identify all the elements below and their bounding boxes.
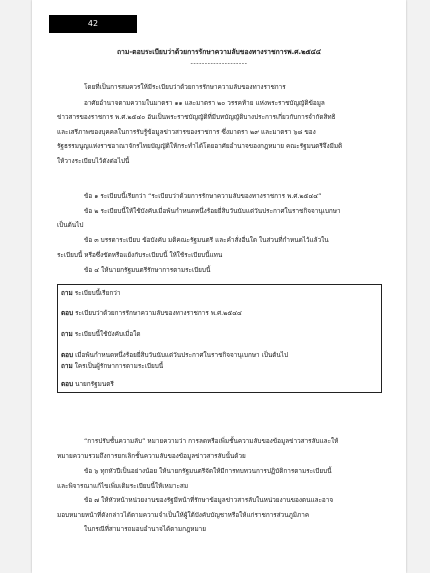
- clause-line: ข้อ ๑ ระเบียบนี้เรียกว่า “ระเบียบว่าด้วยการรักษาความลับของทางราชการ พ.ศ.๒๕๔๔”: [84, 192, 322, 200]
- qa-box: [57, 284, 382, 393]
- body-line: และพิจารณาแก้ไขเพิ่มเติมระเบียบนี้ให้เหมาะสม: [57, 482, 189, 490]
- qa-label: ถาม: [61, 362, 73, 370]
- qa-label: ตอบ: [61, 309, 74, 317]
- qa-row: [61, 362, 163, 370]
- clause-line: ข้อ ๔ ให้นายกรัฐมนตรีรักษาการตามระเบียบนี้: [84, 266, 211, 274]
- qa-row: [61, 289, 120, 297]
- document-title: ถาม-ตอบระเบียบว่าด้วยการรักษาความลับของทางราชการพ.ศ.๒๕๔๔: [116, 48, 322, 56]
- qa-text: ระเบียบนี้ใช้บังคับเมื่อใด: [74, 330, 141, 338]
- body-line: หมายความรวมถึงการยกเลิกชั้นความลับของข้อมูลข่าวสารลับนั้นด้วย: [57, 452, 246, 460]
- qa-label: ถาม: [61, 289, 73, 297]
- qa-text: นายกรัฐมนตรี: [75, 380, 114, 388]
- intro-line: ข่าวสารของราชการ พ.ศ.๒๕๔๐ อันเป็นพระราชบัญญัติที่มีบทบัญญัติบางประการเกี่ยวกับการจำกัดสิทธิ: [57, 113, 336, 121]
- intro-line: ให้วางระเบียบไว้ดังต่อไปนี้: [57, 157, 130, 165]
- intro-line: โดยที่เป็นการสมควรให้มีระเบียบว่าด้วยการรักษาความลับของทางราชการ: [84, 83, 286, 91]
- qa-label: ตอบ: [61, 380, 74, 388]
- clause-line: ข้อ ๓ บรรดาระเบียบ ข้อบังคับ มติคณะรัฐมนตรี และคำสั่งอื่นใด ในส่วนที่กำหนดไว้แล้วใน: [84, 236, 329, 244]
- qa-text: ระเบียบนี้เรียกว่า: [74, 289, 121, 297]
- body-line: “การปรับชั้นความลับ” หมายความว่า การลดหรือเพิ่มชั้นความลับของข้อมูลข่าวสารลับและให้: [84, 437, 339, 445]
- intro-line: รัฐธรรมนูญแห่งราชอาณาจักรไทยบัญญัติให้กระทำได้โดยอาศัยอำนาจของกฎหมาย คณะรัฐมนตรีจึงมีมติ: [57, 142, 343, 150]
- clause-line: ระเบียบนี้ หรือซึ่งขัดหรือแย้งกับระเบียบนี้ ให้ใช้ระเบียบนี้แทน: [57, 251, 223, 259]
- intro-line: อาศัยอำนาจตามความในมาตรา ๑๑ และมาตรา ๒๐ วรรคท้าย แห่งพระราชบัญญัติข้อมูล: [84, 99, 325, 107]
- qa-text: ระเบียบว่าด้วยการรักษาความลับของทางราชการ พ.ศ.๒๕๔๔: [75, 309, 242, 317]
- body-line: ข้อ ๗ ให้หัวหน้าหน่วยงานของรัฐมีหน้าที่รักษาข้อมูลข่าวสารลับในหน่วยงานของตนและอาจ: [84, 496, 334, 504]
- body-line: ในกรณีที่สามารถมอบอำนาจได้ตามกฎหมาย: [84, 525, 206, 533]
- title-separator: --------------------: [190, 59, 248, 67]
- clause-line: ข้อ ๒ ระเบียบนี้ให้ใช้บังคับเมื่อพ้นกำหนดหนึ่งร้อยยี่สิบวันนับแต่วันประกาศในราชกิจจานุเบกษา: [84, 207, 341, 215]
- intro-line: และเสรีภาพของบุคคลในการรับรู้ข้อมูลข่าวสารของราชการ ซึ่งมาตรา ๒๙ และมาตรา ๖๘ ของ: [57, 128, 316, 136]
- qa-text: เมื่อพ้นกำหนดหนึ่งร้อยยี่สิบวันนับแต่วันประกาศในราชกิจจานุเบกษา เป็นต้นไป: [75, 351, 289, 359]
- qa-row: [61, 380, 114, 388]
- qa-label: ตอบ: [61, 351, 74, 359]
- qa-row: [61, 330, 140, 338]
- clause-line: เป็นต้นไป: [57, 221, 84, 229]
- document-page: [32, 0, 406, 573]
- qa-row: [61, 309, 242, 317]
- qa-label: ถาม: [61, 330, 73, 338]
- qa-text: ใครเป็นผู้รักษาการตามระเบียบนี้: [74, 362, 164, 370]
- page-number: 42: [49, 15, 137, 33]
- body-line: ข้อ ๖ ทุกหัวปีเป็นอย่างน้อย ให้นายกรัฐมนตรีจัดให้มีการทบทวนการปฏิบัติการตามระเบียบนี้: [84, 467, 332, 475]
- qa-row: [61, 351, 288, 359]
- body-line: มอบหมายหน้าที่ดังกล่าวได้ตามความจำเป็นให้ผู้ใต้บังคับบัญชาหรือให้แก่ราชการส่วนภูมิภาค: [57, 511, 310, 519]
